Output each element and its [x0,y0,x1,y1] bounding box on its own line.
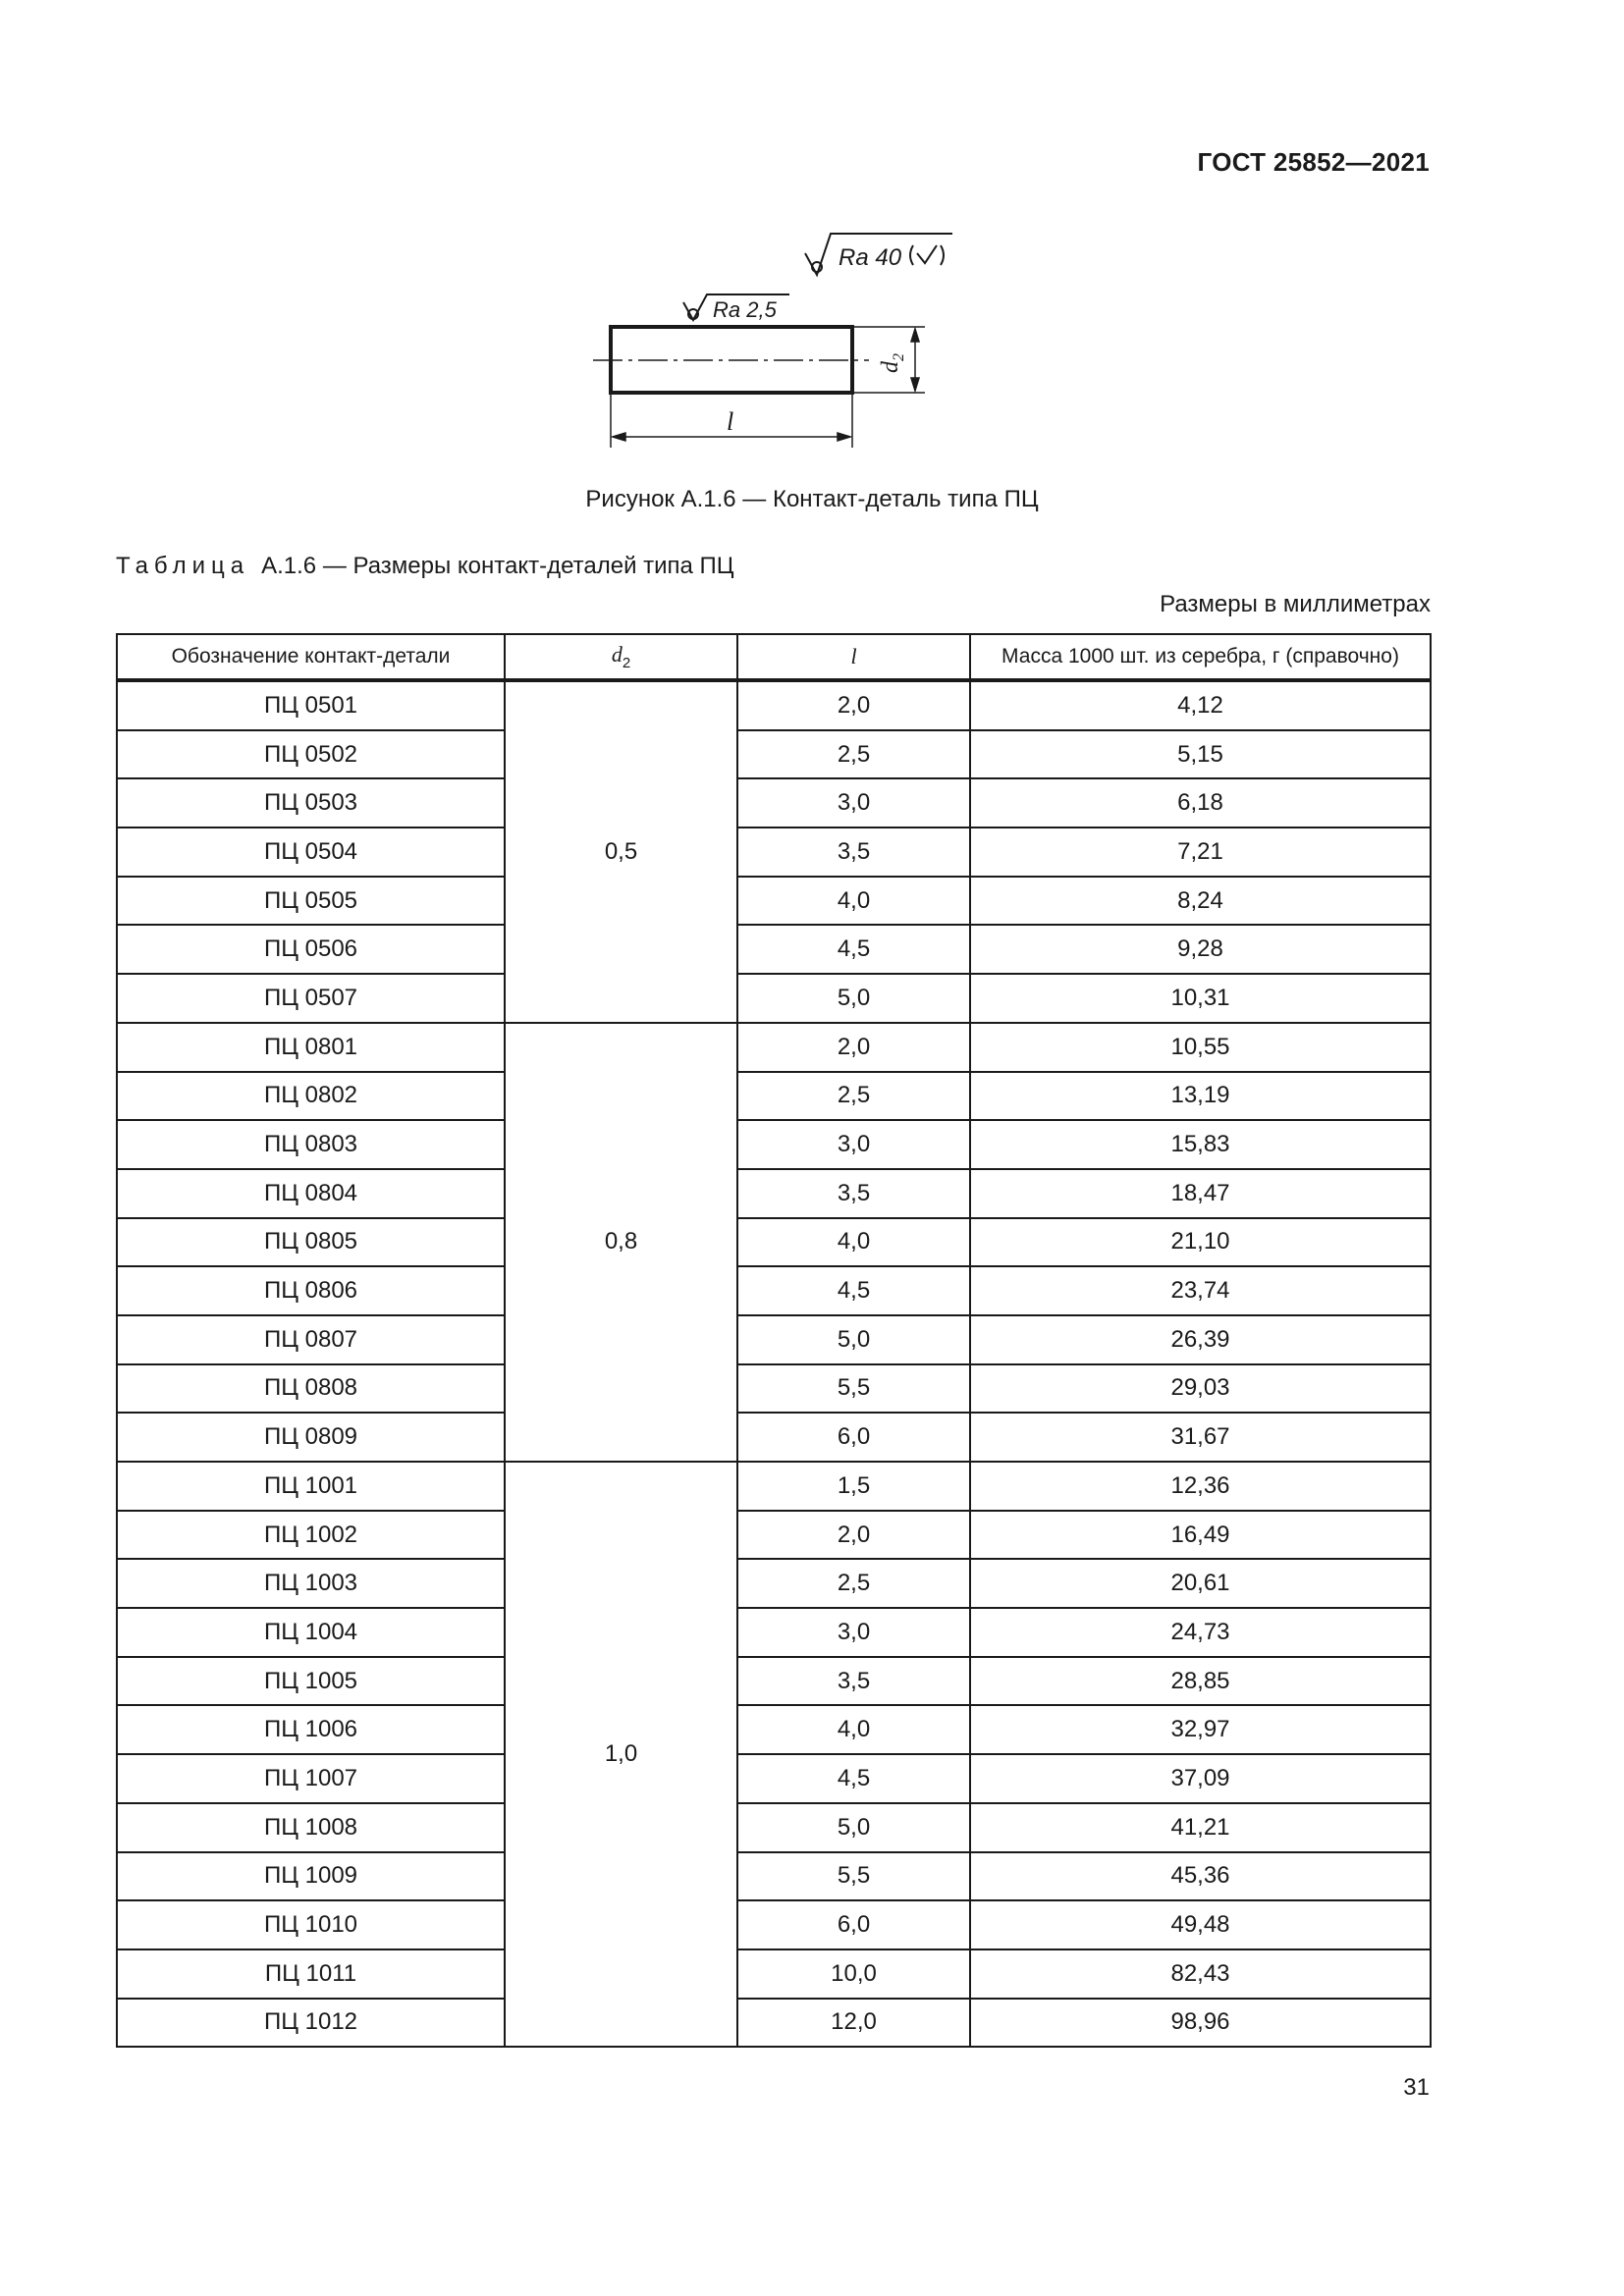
table-row [117,1462,1431,1511]
designation-cell: ПЦ 0803 [117,1120,505,1169]
mass-cell: 15,83 [970,1120,1431,1169]
standard-number: ГОСТ 25852—2021 [1197,147,1430,177]
mass-cell: 16,49 [970,1511,1431,1560]
header-d2: $d_2$ [505,634,737,680]
length-cell: 3,0 [737,1120,970,1169]
table-row [117,1705,1431,1754]
designation-cell: ПЦ 0506 [117,925,505,974]
units-note: Размеры в миллиметрах [1160,591,1431,617]
length-cell: 2,0 [737,680,970,730]
table-row [117,828,1431,877]
mass-cell: 31,67 [970,1413,1431,1462]
roughness-check-icon [910,245,944,265]
length-cell: 5,0 [737,1803,970,1852]
table-row [117,730,1431,779]
table-body [117,680,1431,2047]
roughness-label-outer: Ra 40 [839,244,902,271]
designation-cell: ПЦ 1003 [117,1559,505,1608]
mass-cell: 18,47 [970,1169,1431,1218]
mass-cell: 29,03 [970,1364,1431,1414]
table-row [117,1315,1431,1364]
designation-cell: ПЦ 0503 [117,778,505,828]
designation-cell: ПЦ 0505 [117,877,505,926]
d2-cell: 0,5 [505,680,737,1023]
table-row [117,1852,1431,1901]
table-row [117,1218,1431,1267]
mass-cell: 37,09 [970,1754,1431,1803]
designation-cell: ПЦ 1009 [117,1852,505,1901]
table-row [117,1120,1431,1169]
length-cell: 3,0 [737,1608,970,1657]
table-row [117,925,1431,974]
length-cell: 2,5 [737,1072,970,1121]
header-length: l [737,634,970,680]
length-cell: 2,5 [737,1559,970,1608]
table-header-row [117,634,1431,680]
dimensions-table [116,633,1432,2048]
mass-cell: 32,97 [970,1705,1431,1754]
roughness-label-inner: Ra 2,5 [713,297,777,322]
designation-cell: ПЦ 0807 [117,1315,505,1364]
mass-cell: 49,48 [970,1900,1431,1949]
table-row [117,1999,1431,2048]
diameter-label: $d_2$ [878,353,907,373]
designation-cell: ПЦ 1004 [117,1608,505,1657]
mass-cell: 5,15 [970,730,1431,779]
table-row [117,1949,1431,1999]
mass-cell: 28,85 [970,1657,1431,1706]
table-row [117,974,1431,1023]
length-cell: 4,0 [737,1218,970,1267]
mass-cell: 82,43 [970,1949,1431,1999]
length-cell: 2,5 [737,730,970,779]
length-cell: 3,5 [737,828,970,877]
designation-cell: ПЦ 1007 [117,1754,505,1803]
table-title [116,553,734,580]
table-title-word: Таблица [116,553,250,579]
table-row [117,1559,1431,1608]
length-cell: 2,0 [737,1511,970,1560]
designation-cell: ПЦ 0802 [117,1072,505,1121]
table-row [117,1364,1431,1414]
page-number: 31 [1403,2074,1430,2101]
mass-cell: 4,12 [970,680,1431,730]
length-cell: 4,5 [737,1266,970,1315]
mass-cell: 13,19 [970,1072,1431,1121]
length-cell: 5,0 [737,1315,970,1364]
mass-cell: 23,74 [970,1266,1431,1315]
mass-cell: 26,39 [970,1315,1431,1364]
mass-cell: 24,73 [970,1608,1431,1657]
length-cell: 3,0 [737,778,970,828]
length-cell: 5,5 [737,1364,970,1414]
mass-cell: 10,55 [970,1023,1431,1072]
table-title-text: А.1.6 — Размеры контакт-деталей типа ПЦ [261,553,734,579]
designation-cell: ПЦ 0507 [117,974,505,1023]
table-row [117,1511,1431,1560]
length-cell: 6,0 [737,1413,970,1462]
table-row [117,1900,1431,1949]
mass-cell: 98,96 [970,1999,1431,2048]
designation-cell: ПЦ 0501 [117,680,505,730]
mass-cell: 7,21 [970,828,1431,877]
d2-cell: 0,8 [505,1023,737,1462]
length-cell: 4,0 [737,1705,970,1754]
designation-cell: ПЦ 1011 [117,1949,505,1999]
designation-cell: ПЦ 1008 [117,1803,505,1852]
table-row [117,1413,1431,1462]
table-row [117,1657,1431,1706]
mass-cell: 12,36 [970,1462,1431,1511]
designation-cell: ПЦ 1006 [117,1705,505,1754]
table-row [117,1266,1431,1315]
designation-cell: ПЦ 1002 [117,1511,505,1560]
mass-cell: 6,18 [970,778,1431,828]
designation-cell: ПЦ 0806 [117,1266,505,1315]
length-cell: 1,5 [737,1462,970,1511]
length-cell: 5,0 [737,974,970,1023]
length-cell: 4,5 [737,925,970,974]
length-cell: 2,0 [737,1023,970,1072]
length-cell: 6,0 [737,1900,970,1949]
mass-cell: 21,10 [970,1218,1431,1267]
length-cell: 10,0 [737,1949,970,1999]
length-cell: 3,5 [737,1169,970,1218]
header-mass: Масса 1000 шт. из серебра, г (справочно) [970,634,1431,680]
header-designation: Обозначение контакт-детали [117,634,505,680]
mass-cell: 41,21 [970,1803,1431,1852]
table-row [117,1023,1431,1072]
drawing-svg [569,216,982,461]
table-row [117,778,1431,828]
designation-cell: ПЦ 1005 [117,1657,505,1706]
designation-cell: ПЦ 0805 [117,1218,505,1267]
length-label: l [727,407,734,436]
designation-cell: ПЦ 0504 [117,828,505,877]
designation-cell: ПЦ 0502 [117,730,505,779]
mass-cell: 9,28 [970,925,1431,974]
length-cell: 4,5 [737,1754,970,1803]
table-row [117,1803,1431,1852]
table-row [117,1608,1431,1657]
contact-part-drawing [569,216,982,461]
mass-cell: 45,36 [970,1852,1431,1901]
table-row [117,680,1431,730]
length-cell: 4,0 [737,877,970,926]
designation-cell: ПЦ 0801 [117,1023,505,1072]
designation-cell: ПЦ 0809 [117,1413,505,1462]
designation-cell: ПЦ 1012 [117,1999,505,2048]
table-row [117,877,1431,926]
designation-cell: ПЦ 1010 [117,1900,505,1949]
table-row [117,1754,1431,1803]
table-row [117,1169,1431,1218]
length-cell: 12,0 [737,1999,970,2048]
mass-cell: 20,61 [970,1559,1431,1608]
designation-cell: ПЦ 0808 [117,1364,505,1414]
table-row [117,1072,1431,1121]
length-cell: 3,5 [737,1657,970,1706]
d2-cell: 1,0 [505,1462,737,2047]
mass-cell: 8,24 [970,877,1431,926]
designation-cell: ПЦ 0804 [117,1169,505,1218]
length-cell: 5,5 [737,1852,970,1901]
figure-caption: Рисунок А.1.6 — Контакт-деталь типа ПЦ [585,486,1039,512]
designation-cell: ПЦ 1001 [117,1462,505,1511]
mass-cell: 10,31 [970,974,1431,1023]
